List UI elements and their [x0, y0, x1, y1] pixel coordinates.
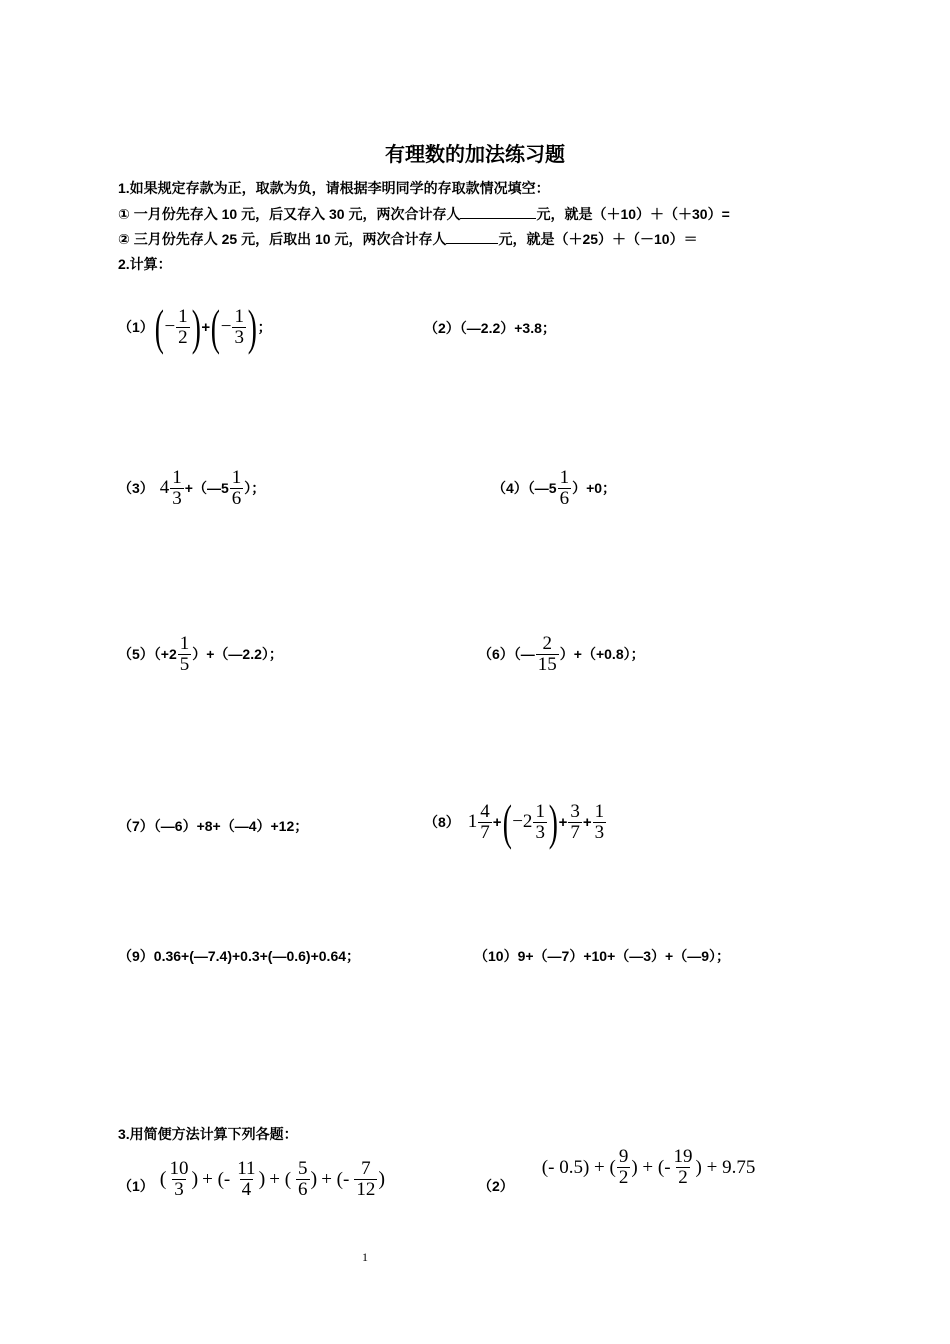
item1-text-a: ① 一月份先存入 10 元，后又存入 30 元，两次合计存人 — [118, 206, 461, 222]
fraction: $\frac{7}{12}$ — [356, 1158, 376, 1201]
page-title: 有理数的加法练习题 — [385, 144, 565, 166]
fraction: $\frac{1}{3}$ — [594, 800, 605, 843]
page-number: 1 — [362, 1250, 368, 1264]
problem-3-2 — [478, 1144, 755, 1200]
problem-2-9: （9）0.36+(—7.4)+0.3+(—0.6)+0.64； — [118, 948, 361, 964]
problem-2-2: （2）（—2.2）+3.8； — [424, 320, 556, 336]
problem-2-6-label: （6）（— — [478, 646, 535, 662]
section1-heading: 1.如果规定存款为正，取款为负，请根据李明同学的存取款情况填空： — [118, 180, 550, 196]
fraction: $\frac{10}{3}$ — [169, 1158, 189, 1201]
fraction: $\frac{4}{7}$ — [480, 800, 490, 843]
section1-item2 — [118, 229, 698, 249]
problem-2-1: （1） ( − $\frac{1}{2}$ ) + ( − $\frac{1}{3}$ ) ； — [118, 299, 272, 355]
problem-2-8: （8） 1 $\frac{4}{7}$ + ( −2 $\frac{1}{3}$ ) + $\frac{3}{7}$ + $\frac{1}{3}$ — [424, 794, 605, 850]
problem-3-1 — [118, 1144, 385, 1200]
fraction: $\frac{3}{7}$ — [570, 800, 580, 843]
fraction: $\frac{19}{2}$ — [673, 1146, 693, 1189]
problem-3-1-label: （1） — [118, 1178, 154, 1194]
fraction: $\frac{1}{2}$ — [178, 305, 188, 348]
section1-item1 — [118, 204, 730, 224]
problem-2-4-tail: ）+0； — [572, 480, 617, 496]
problem-2-8-label: （8） — [424, 814, 460, 830]
fraction: $\frac{1}{3}$ — [172, 466, 182, 509]
fraction: $\frac{1}{3}$ — [535, 800, 545, 843]
problem-2-1-label: （1） — [118, 319, 154, 335]
problem-2-3: （3） 4 $\frac{1}{3}$ +（—5 $\frac{1}{6}$ ）； — [118, 466, 266, 509]
problem-2-7: （7）（—6）+8+（—4）+12； — [118, 818, 309, 834]
problem-2-5-label: （5）（+2 — [118, 646, 177, 662]
fraction: $\frac{1}{6}$ — [559, 466, 570, 509]
problem-2-4-label: （4）（—5 — [492, 480, 557, 496]
problem-2-10: （10）9+（—7）+10+（—3）+（—9）； — [474, 948, 730, 964]
problem-2-3-label: （3） — [118, 480, 154, 496]
fraction: $\frac{9}{2}$ — [618, 1146, 629, 1189]
expression-3-1: ( $\frac{10}{3}$ ) + (- $\frac{11}{4}$ ) + ( $\frac{5}{6}$ ) + (- $\frac{7}{12}$ ) — [159, 1158, 385, 1201]
fraction: $\frac{5}{6}$ — [298, 1158, 308, 1201]
item1-text-b: 元，就是（＋10）＋（＋30）= — [536, 206, 730, 222]
problem-3-2-label: （2） — [478, 1178, 514, 1194]
item2-text-b: 元，就是（＋25）＋（－10）＝ — [498, 231, 698, 247]
item2-text-a: ② 三月份先存人 25 元，后取出 10 元，两次合计存人 — [118, 231, 447, 247]
fraction: $\frac{1}{5}$ — [179, 632, 190, 675]
problem-2-6 — [478, 612, 645, 696]
expression-3-2: (- 0.5) + ( $\frac{9}{2}$ ) + (- $\frac{19}{2}$ ) + 9.75 — [541, 1146, 756, 1189]
fraction: $\frac{2}{15}$ — [537, 632, 557, 675]
problem-2-4 — [492, 446, 616, 530]
fraction: $\frac{1}{3}$ — [234, 305, 244, 348]
problem-2-5-tail: ）+（—2.2）； — [192, 646, 283, 662]
item2-answer-blank[interactable] — [446, 229, 498, 244]
problem-2-6-tail: ）+（+0.8）； — [559, 646, 645, 662]
section2-heading: 2.计算： — [118, 256, 172, 272]
fraction: $\frac{11}{4}$ — [237, 1158, 256, 1201]
item1-answer-blank[interactable] — [460, 204, 536, 219]
section3-heading: 3.用简便方法计算下列各题： — [118, 1126, 298, 1142]
problem-2-5 — [118, 612, 283, 696]
fraction: $\frac{1}{6}$ — [231, 466, 242, 509]
